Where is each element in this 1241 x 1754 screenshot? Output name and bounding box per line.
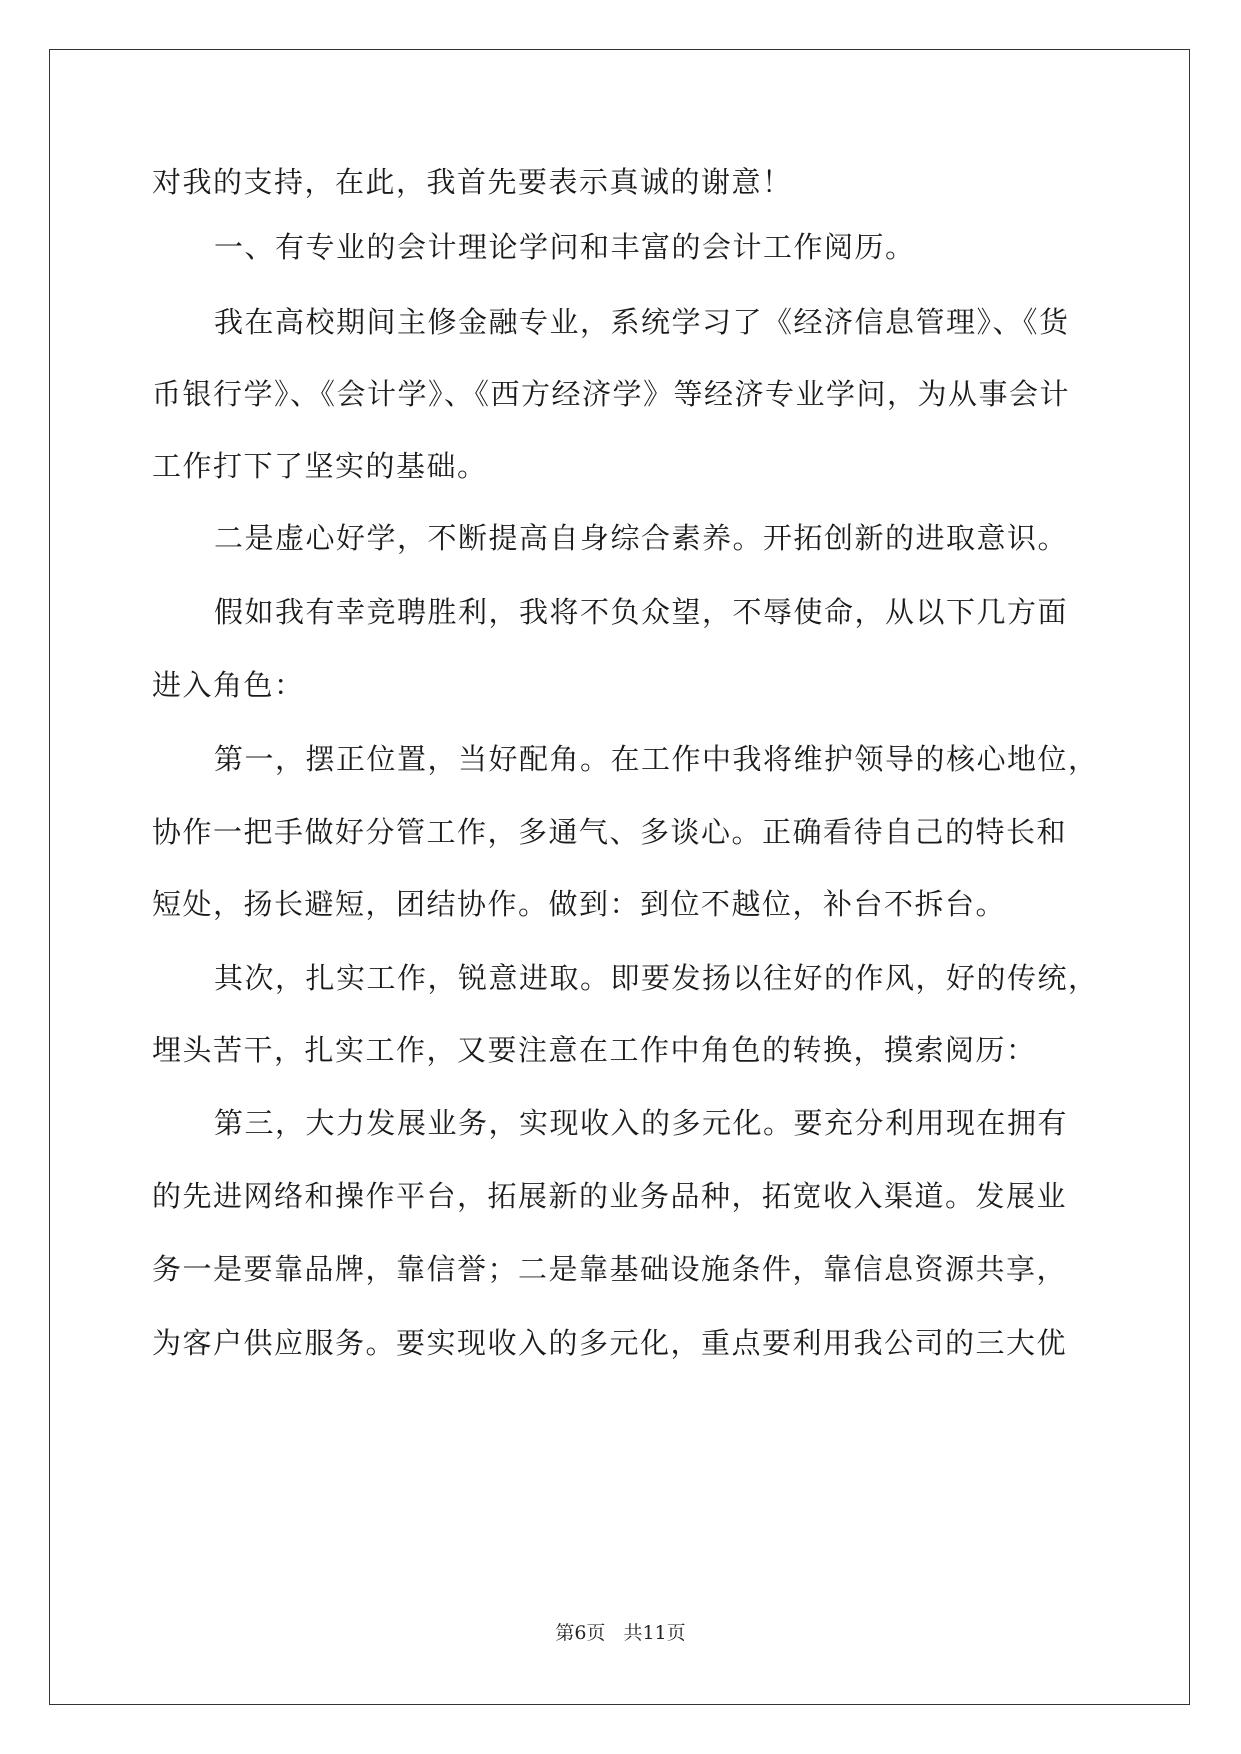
page-number: 第6页 [555, 1622, 606, 1644]
page-total: 共11页 [623, 1622, 686, 1644]
paragraph-heading: 一、有专业的会计理论学问和丰富的会计工作阅历。 [214, 230, 916, 264]
text-line: 工作打下了坚实的基础。 [152, 449, 488, 483]
page-border [49, 49, 1190, 1705]
text-line: 第一，摆正位置，当好配角。在工作中我将维护领导的核心地位， [214, 742, 1099, 776]
text-line: 埋头苦干，扎实工作，又要注意在工作中角色的转换，摸索阅历： [152, 1033, 1037, 1067]
text-line: 假如我有幸竞聘胜利，我将不负众望，不辱使命，从以下几方面 [214, 595, 1069, 629]
text-line: 币银行学》、《会计学》、《西方经济学》等经济专业学问，为从事会计 [152, 377, 1071, 411]
text-line: 进入角色： [152, 668, 305, 702]
text-line: 二是虚心好学，不断提高自身综合素养。开拓创新的进取意识。 [214, 521, 1069, 555]
text-line: 协作一把手做好分管工作，多通气、多谈心。正确看待自己的特长和 [152, 815, 1068, 849]
text-line: 其次，扎实工作，锐意进取。即要发扬以往好的作风，好的传统， [214, 961, 1099, 995]
text-line: 的先进网络和操作平台，拓展新的业务品种，拓宽收入渠道。发展业 [152, 1179, 1068, 1213]
text-line: 第三，大力发展业务，实现收入的多元化。要充分利用现在拥有 [214, 1106, 1069, 1140]
text-line: 短处，扬长避短，团结协作。做到：到位不越位，补台不拆台。 [152, 887, 1007, 921]
text-line: 对我的支持，在此，我首先要表示真诚的谢意！ [152, 165, 793, 199]
text-line: 我在高校期间主修金融专业，系统学习了《经济信息管理》、《货 [214, 305, 1070, 339]
text-line: 为客户供应服务。要实现收入的多元化，重点要利用我公司的三大优 [152, 1326, 1068, 1360]
text-line: 务一是要靠品牌，靠信誉；二是靠基础设施条件，靠信息资源共享， [152, 1252, 1068, 1286]
page-footer [0, 1618, 1241, 1645]
